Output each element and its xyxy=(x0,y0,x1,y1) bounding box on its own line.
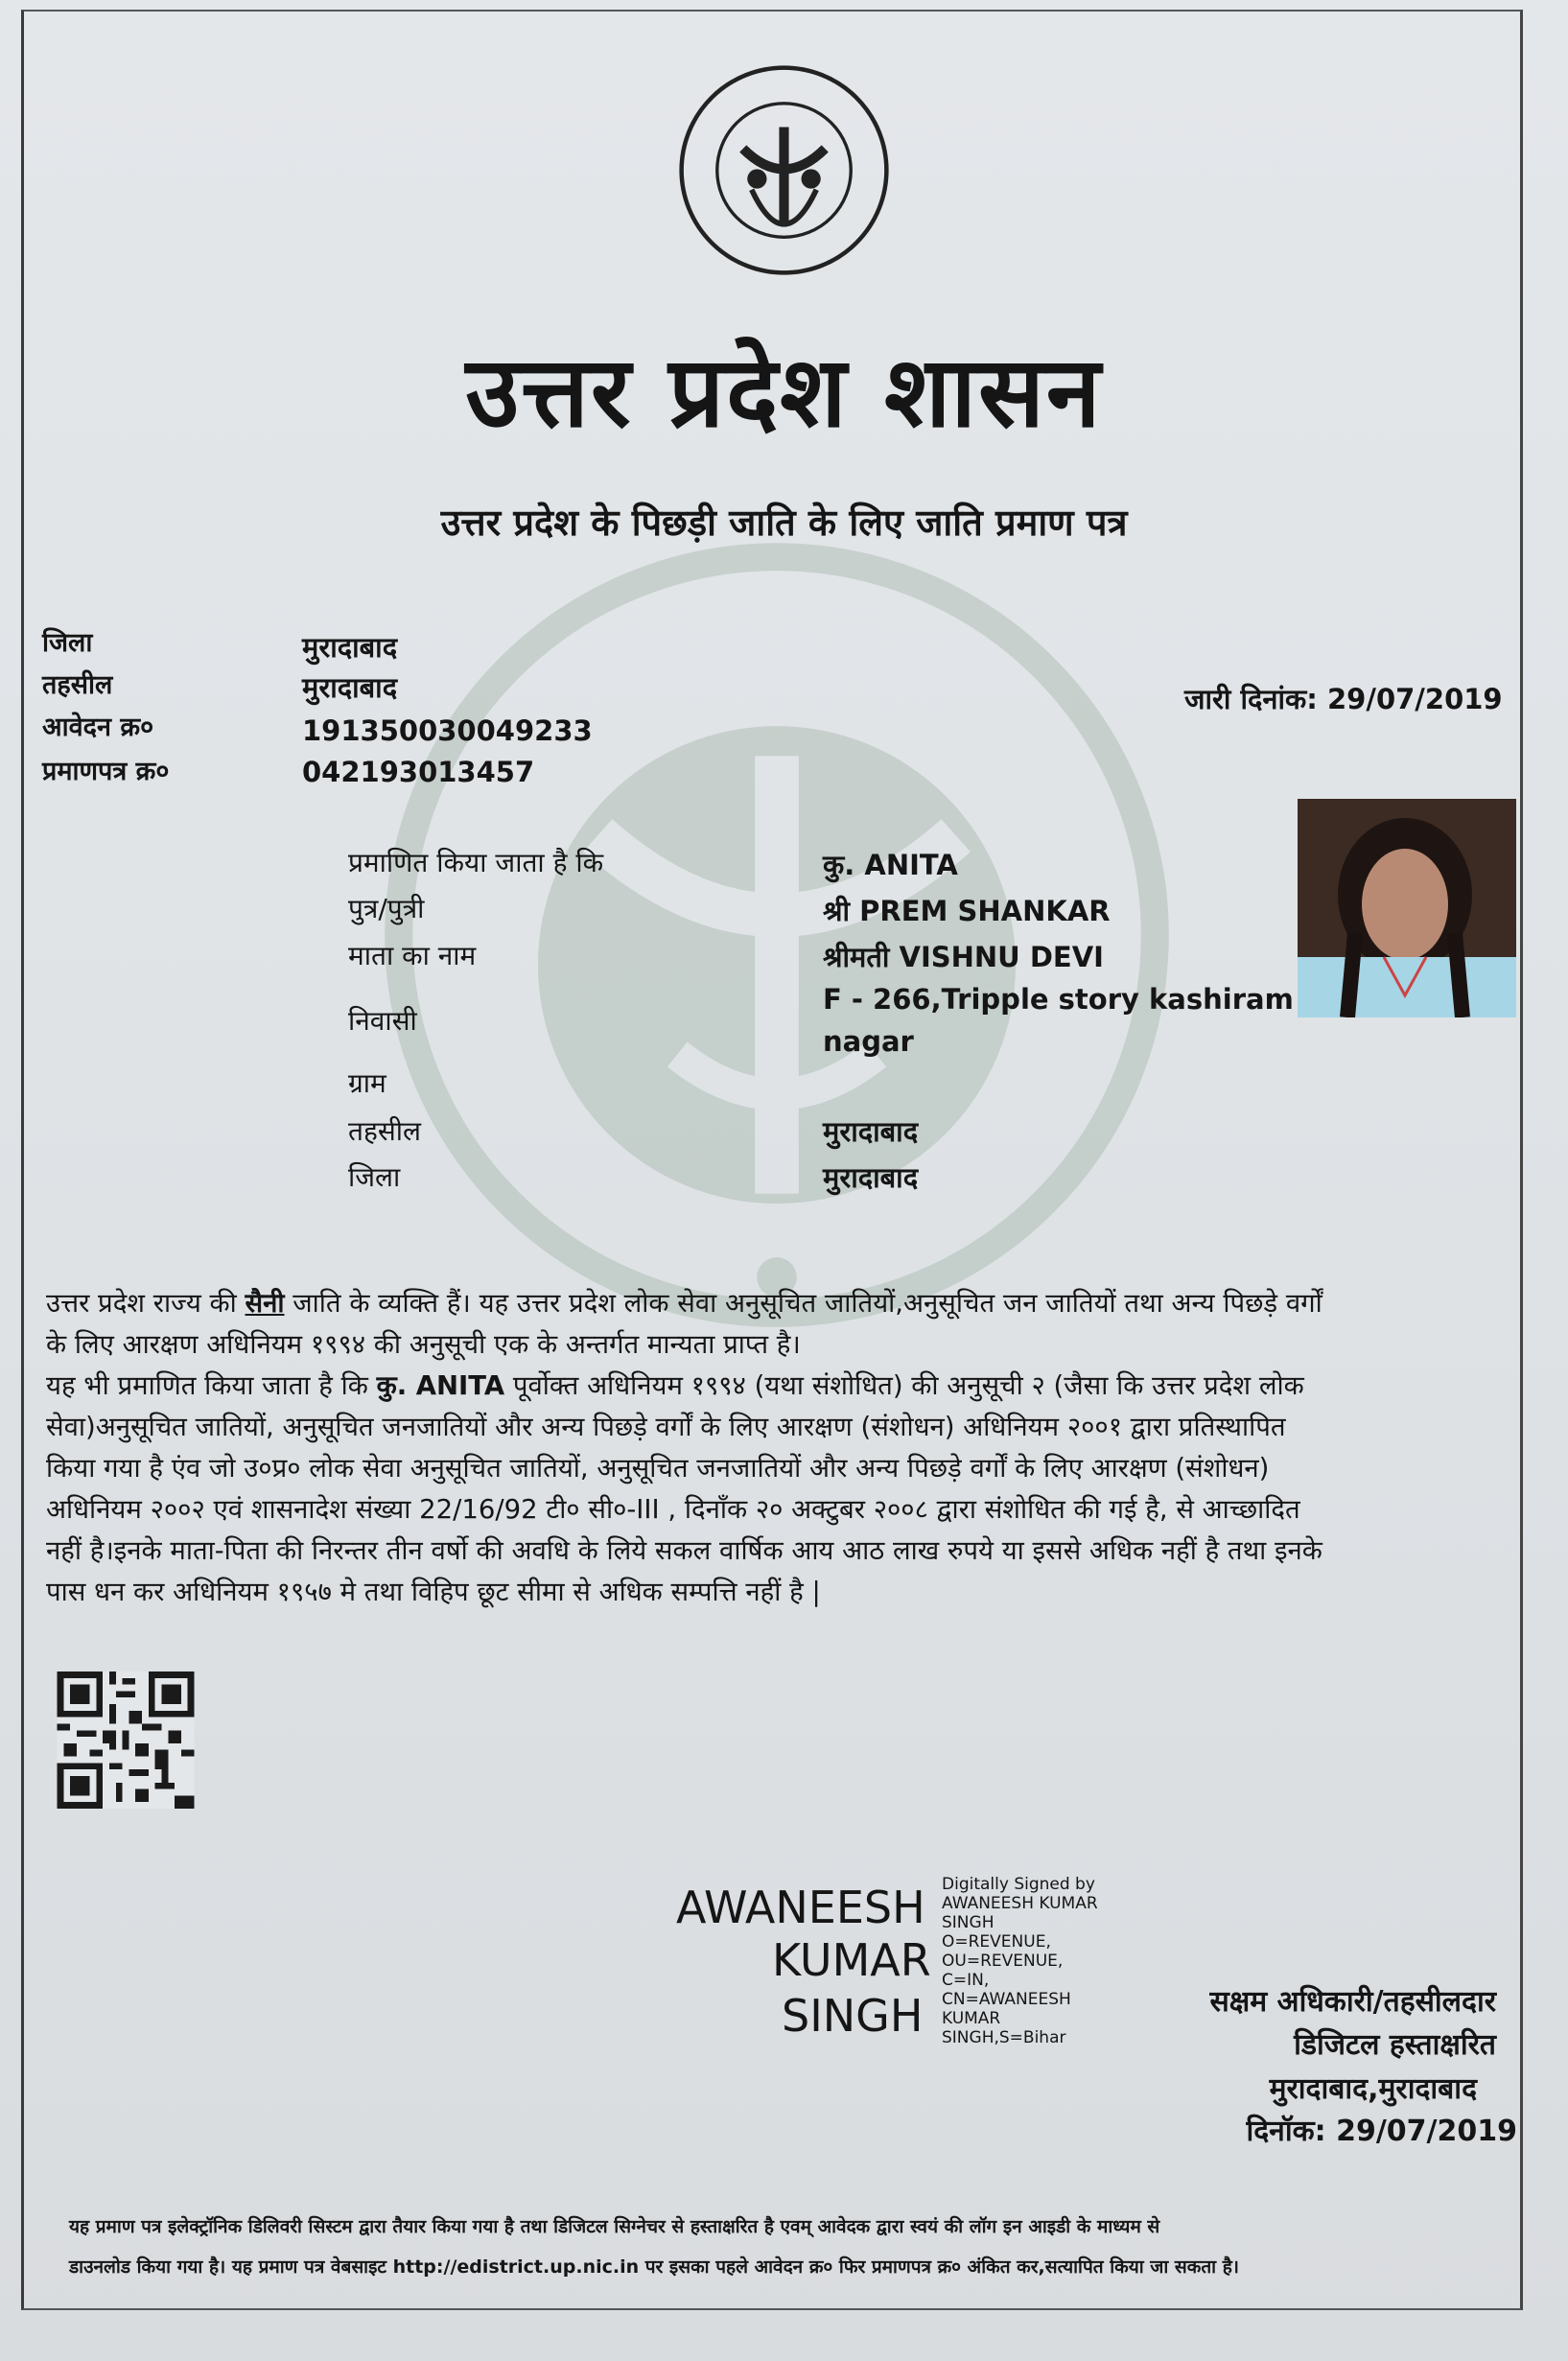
footer-line-1: यह प्रमाण पत्र इलेक्ट्रॉनिक डिलिवरी सिस्टम द्वारा तैयार किया गया है तथा डिजिटल सिग्नेचर से हस्ताक्षरित है एवम् आवेदक द्वारा स्वयं की लॉग इन आइडी के माध्यम से xyxy=(69,2216,1160,2237)
up-government-emblem xyxy=(676,62,892,278)
watermark-emblem xyxy=(379,537,1175,1333)
mother-name: श्रीमती VISHNU DEVI xyxy=(823,941,1104,973)
applicant-name-inline: कु. ANITA xyxy=(376,1370,505,1401)
applicant-photo xyxy=(1298,799,1516,1017)
tehsil-label: तहसील xyxy=(42,670,113,700)
certificate-subtitle: उत्तर प्रदेश के पिछड़ी जाति के लिए जाति प्रमाण पत्र xyxy=(440,502,1128,544)
detail-tehsil-label: तहसील xyxy=(348,1115,421,1147)
applicant-name: कु. ANITA xyxy=(823,849,958,881)
body-text: पूर्वोक्त अधिनियम १९९४ (यथा संशोधित) की अनुसूची २ (जैसा कि उत्तर प्रदेश लोक xyxy=(504,1370,1304,1401)
body-line-5: किया गया है एंव जो उ०प्र० लोक सेवा अनुसूचित जातियों, अनुसूचित जनजातियों और अन्य पिछड़े वर्गों के लिए आरक्षण (संशोधन) xyxy=(46,1453,1270,1484)
parent-label: पुत्र/पुत्री xyxy=(348,893,425,924)
digital-signature-line: SINGH xyxy=(942,1913,995,1932)
body-line-4: सेवा)अनुसूचित जातियों, अनुसूचित जनजातियों और अन्य पिछड़े वर्गों के लिए आरक्षण (संशोधन) अधिनियम २००१ द्वारा प्रतिस्थापित xyxy=(46,1412,1286,1442)
digital-signature-line: O=REVENUE, xyxy=(942,1932,1051,1952)
qr-code xyxy=(55,1671,197,1809)
detail-tehsil-value: मुरादाबाद xyxy=(823,1115,919,1148)
certificate-no-value: 042193013457 xyxy=(302,756,535,788)
digital-signature-line: AWANEESH KUMAR xyxy=(942,1894,1098,1913)
signatory-name-line-2: KUMAR xyxy=(772,1934,931,1986)
digital-signature-line: C=IN, xyxy=(942,1971,990,1990)
body-text: यह भी प्रमाणित किया जाता है कि xyxy=(46,1370,377,1401)
district-label: जिला xyxy=(42,628,93,658)
digital-signature-line: SINGH,S=Bihar xyxy=(942,2028,1066,2047)
officer-date: दिनॉक: 29/07/2019 xyxy=(1246,2115,1517,2148)
caste-name: सैनी xyxy=(245,1288,285,1319)
officer-digital-signed: डिजिटल हस्ताक्षरित xyxy=(1294,2028,1496,2062)
page-title: उत्तर प्रदेश शासन xyxy=(465,336,1103,450)
body-line-2: के लिए आरक्षण अधिनियम १९९४ की अनुसूची एक के अन्तर्गत मान्यता प्राप्त है। xyxy=(46,1329,801,1360)
body-line-1 xyxy=(46,1285,1322,1321)
body-text: जाति के व्यक्ति हैं। यह उत्तर प्रदेश लोक सेवा अनुसूचित जातियों,अनुसूचित जन जातियों तथा अन्य पिछड़े वर्गों xyxy=(284,1288,1322,1319)
officer-location: मुरादाबाद,मुरादाबाद xyxy=(1269,2072,1477,2106)
address-line-1: F - 266,Tripple story kashiram xyxy=(823,983,1294,1016)
issue-date xyxy=(1184,680,1503,717)
signatory-name-line-3: SINGH xyxy=(782,1990,924,2042)
application-no-label: आवेदन क्र० xyxy=(42,713,154,742)
mother-label: माता का नाम xyxy=(348,940,477,971)
issue-date-value: 29/07/2019 xyxy=(1327,683,1503,715)
father-name: श्री PREM SHANKAR xyxy=(823,895,1111,927)
digital-signature-line: OU=REVENUE, xyxy=(942,1952,1064,1971)
certificate-no-label: प्रमाणपत्र क्र० xyxy=(42,757,170,786)
certified-label: प्रमाणित किया जाता है कि xyxy=(348,847,604,878)
body-line-6: अधिनियम २००२ एवं शासनादेश संख्या 22/16/92 टी० सी०-III , दिनाँक २० अक्टुबर २००८ द्वारा संशोधित की गई है, से आच्छादित xyxy=(46,1494,1300,1525)
body-text: उत्तर प्रदेश राज्य की xyxy=(46,1288,246,1319)
village-label: ग्राम xyxy=(348,1067,386,1099)
digital-signature-line: CN=AWANEESH xyxy=(942,1990,1071,2009)
body-line-8: पास धन कर अधिनियम १९५७ मे तथा विहिप छूट सीमा से अधिक सम्पत्ति नहीं है | xyxy=(46,1577,821,1607)
district-value: मुरादाबाद xyxy=(302,631,398,664)
signatory-name-line-1: AWANEESH xyxy=(676,1882,925,1933)
digital-signature-line: Digitally Signed by xyxy=(942,1875,1095,1894)
tehsil-value: मुरादाबाद xyxy=(302,671,398,704)
officer-designation: सक्षम अधिकारी/तहसीलदार xyxy=(1209,1985,1496,2019)
detail-district-value: मुरादाबाद xyxy=(823,1161,919,1194)
resident-label: निवासी xyxy=(348,1005,417,1037)
body-line-3 xyxy=(46,1368,1304,1403)
body-line-7: नहीं है।इनके माता-पिता की निरन्तर तीन वर्षो की अवधि के लिये सकल वार्षिक आय आठ लाख रुपये या इससे अधिक नहीं है तथा इनके xyxy=(46,1535,1322,1566)
address-line-2: nagar xyxy=(823,1025,914,1058)
digital-signature-line: KUMAR xyxy=(942,2009,1001,2028)
digital-signature-block xyxy=(942,1875,1098,2047)
issue-date-label: जारी दिनांक: xyxy=(1184,683,1318,715)
application-no-value: 191350030049233 xyxy=(302,714,593,747)
footer-line-2: डाउनलोड किया गया है। यह प्रमाण पत्र वेबसाइट http://edistrict.up.nic.in पर इसका पहले आवेदन क्र० फिर प्रमाणपत्र क्र० अंकित कर,सत्यापित किया जा सकता है। xyxy=(69,2256,1239,2278)
detail-district-label: जिला xyxy=(348,1161,401,1193)
